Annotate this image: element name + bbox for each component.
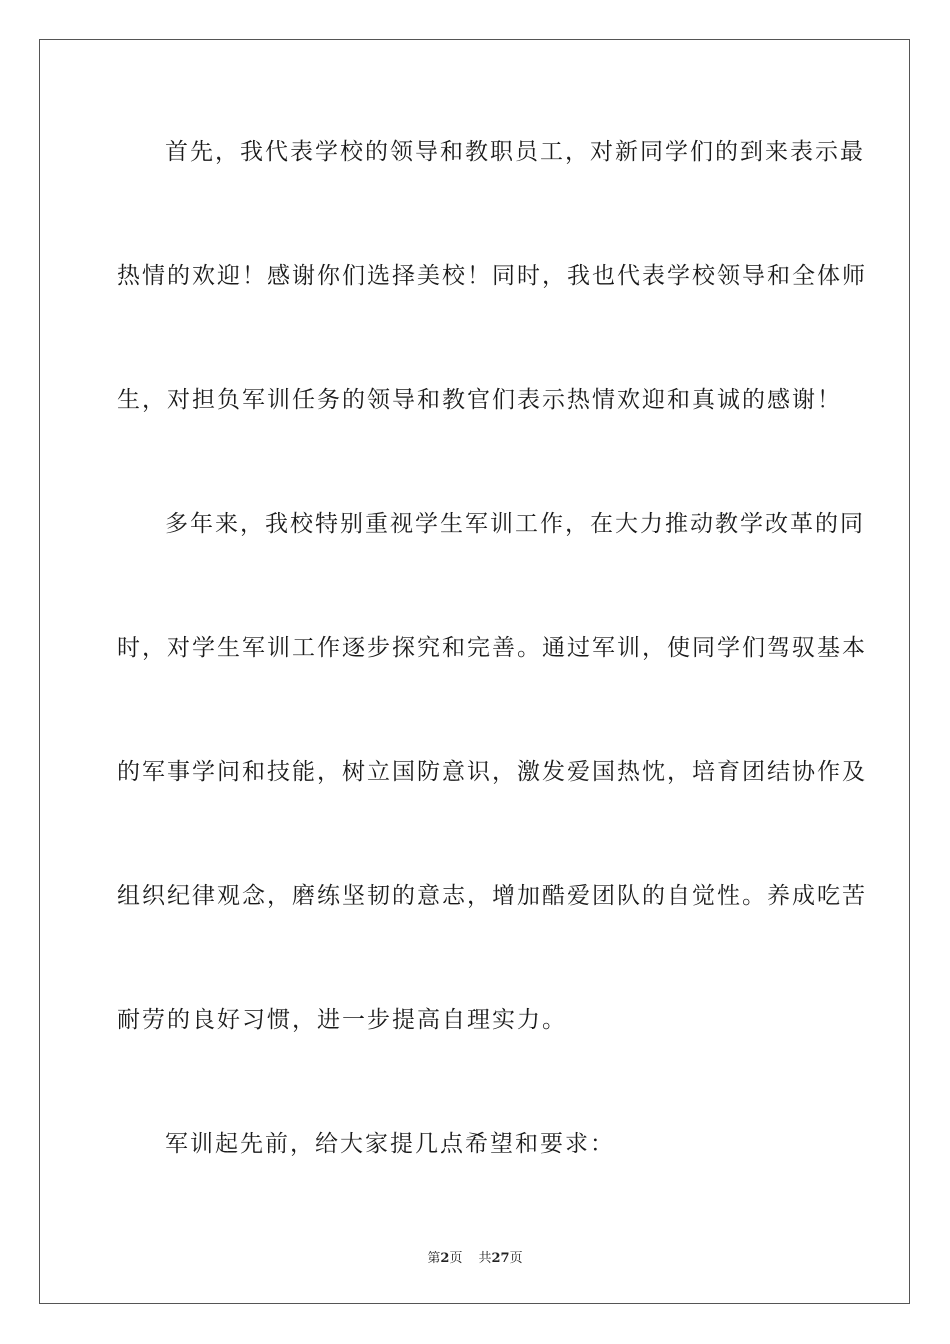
total-pages: 27 — [491, 1251, 510, 1266]
paragraph-line: 时，对学生军训工作逐步探究和完善。通过军训，使同学们驾驭基本 — [117, 635, 867, 661]
paragraph-line: 耐劳的良好习惯，进一步提高自理实力。 — [117, 1007, 567, 1033]
total-prefix: 共 — [478, 1251, 492, 1266]
page-suffix: 页 — [449, 1251, 463, 1266]
total-suffix: 页 — [509, 1251, 523, 1266]
document-body — [117, 90, 867, 1206]
paragraph-line: 首先，我代表学校的领导和教职员工，对新同学们的到来表示最 — [165, 139, 865, 165]
page-prefix: 第 — [427, 1251, 441, 1266]
paragraph-line: 军训起先前，给大家提几点希望和要求： — [165, 1131, 615, 1157]
paragraph-line: 多年来，我校特别重视学生军训工作，在大力推动教学改革的同 — [165, 511, 865, 537]
paragraph-line: 热情的欢迎！感谢你们选择美校！同时，我也代表学校领导和全体师 — [117, 263, 867, 289]
paragraph-line: 的军事学问和技能，树立国防意识，激发爱国热忱，培育团结协作及 — [117, 759, 867, 785]
paragraph-line: 生，对担负军训任务的领导和教官们表示热情欢迎和真诚的感谢！ — [117, 387, 842, 413]
page-footer — [0, 1247, 950, 1266]
paragraph-line: 组织纪律观念，磨练坚韧的意志，增加酷爱团队的自觉性。养成吃苦 — [117, 883, 867, 909]
page-number: 2 — [440, 1251, 450, 1266]
